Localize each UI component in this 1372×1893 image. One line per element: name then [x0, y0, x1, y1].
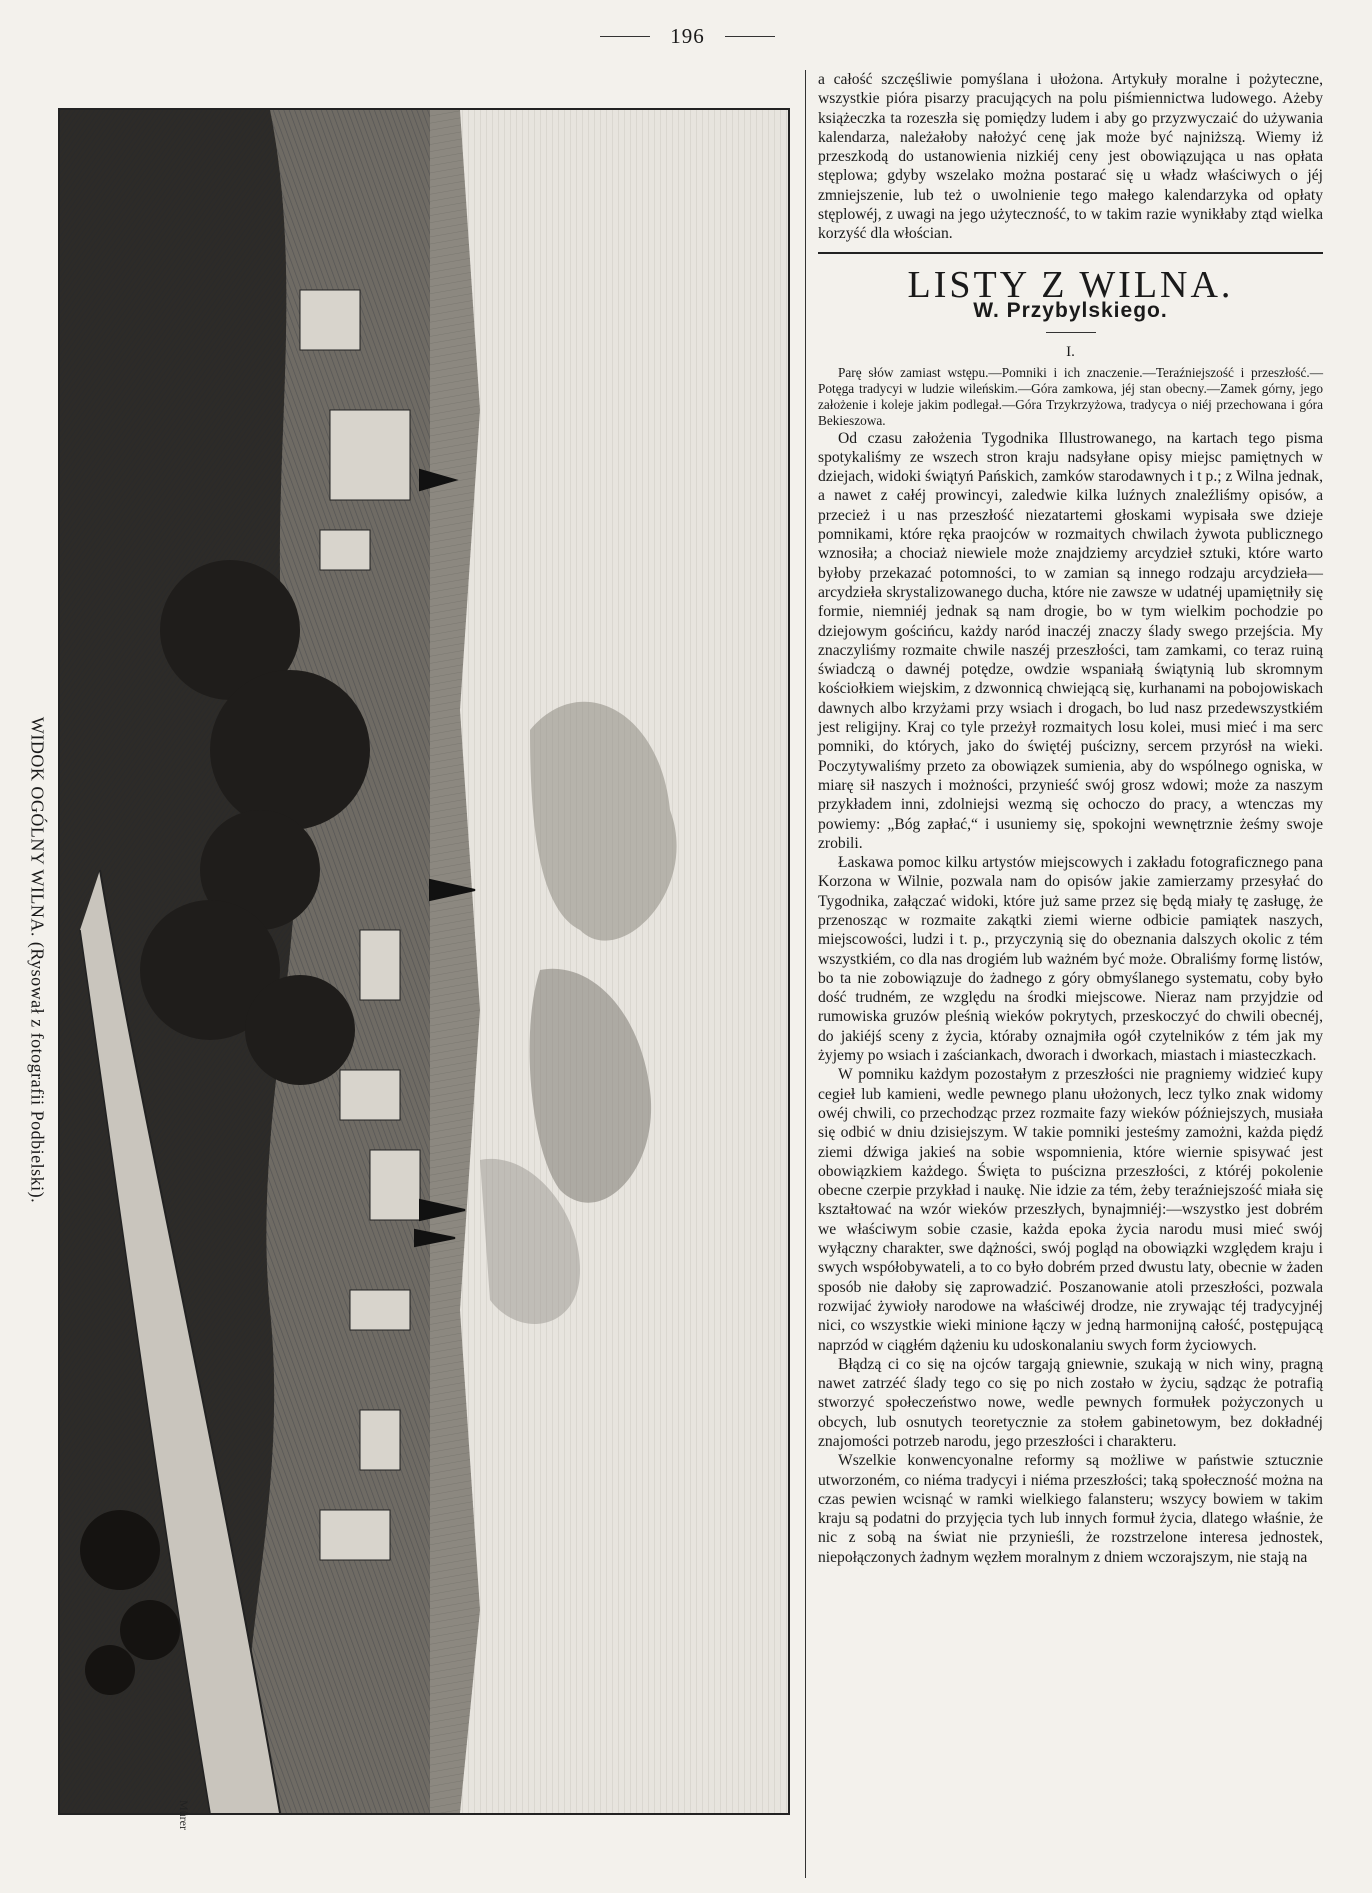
- body-paragraph: Łaskawa pomoc kilku artystów miejscowych i zakładu fotograficznego pana Korzona w Wilnie, pozwala nam do opisów jakie zamierzamy przesyłać do Tygodnika, załączać widoki, które już same przez się będą miały tę zasługę, że przenosząc w rozmaite zakątki ziemi wierne odbicie pamiątek naszych, miejscowości, ludzi i t. p., przyczynią się do obeznania dalszych okolic z tém wszystkiém, co dla nas drogiém lub ważném być może. Obraliśmy formę listów, bo ta nie zobowiązuje do żadnego z góry obmyślanego systematu, coby było dość trudném, ze względu na środki miejscowe. Nieraz nam przyjdzie od rumowiska gruzów pleśnią wieków pokrytych, przeskoczyć do chwili obecnéj, do jakiéjś sceny z życia, któraby oznajmiła ogół czytelników z tém jak my żyjemy po wsiach i zaściankach, dworach i dworkach, miastach i miasteczkach.: [818, 854, 1323, 1065]
- body-paragraph: W pomniku każdym pozostałym z przeszłości nie pragniemy widzieć kupy cegieł lub kamieni, wedle pewnego planu ułożonych, lecz tylko znak widomy owéj chwili, co przechodząc przez rozmaite fazy wieków późniejszych, musiała się odbić w dniu dzisiejszym. W takie pomniki jesteśmy zamożni, każda piędź ziemi dźwiga jakieś na sobie wspomnienia, które wiernie spisywać jest obowiązkiem każdego. Święta to puścizna przeszłości, z któréj pokolenie obecne czerpie przykład i naukę. Nie idzie za tém, żeby teraźniejszość miała się kształtować na wzór wieków przeszłych, bynajmniéj:—wszystko jest dobrém we właściwym sobie czasie, każda epoka życia narodu musi mieć swój wyłączny charakter, swe dążności, swój pogląd na obowiązki względem kraju i swych współobywateli, a to co było dobrém przed dwustu laty, obecnie w żaden sposób nie dałoby się zaprowadzić. Poszanowanie atoli przeszłości, pozwala rozwijać żywioły narodowe na właściwéj drodze, nie zrywając téj tradycyjnéj nici, co wszystkie wieki minione łączy w jedną harmonijną całość, postępującą naprzód w ciągłém dążeniu ku udoskonalaniu swych form życiowych.: [818, 1066, 1323, 1354]
- page-number-rule-right: [725, 36, 775, 37]
- page-number: 196: [670, 23, 705, 48]
- engraving-view-of-vilnius: [60, 110, 788, 1830]
- article-author: W. Przybylskiego.: [973, 298, 1168, 322]
- page-number-rule-left: [600, 36, 650, 37]
- intro-paragraph: a całość szczęśliwie pomyślana i ułożona. Artykuły moralne i pożyteczne, wszystkie pióra pisarzy pracujących na polu piśmiennictwa ludowego. Ażeby książeczka ta rozeszła się pomiędzy ludem i aby go przyzwyczaić do używania kalendarza, należałoby nałożyć cenę jak może być najniższą. Wiemy iż przeszkodą do ustanowienia nizkiéj ceny jest obowiązująca u nas opłata stęplowa; gdyby wszelako można postarać się u władz właściwych o jéj zmniejszenie, lub też o uwolnienie tego małego kalendarzyka od opłaty stęplowéj, z uwagi na jego użyteczność, to w takim razie wynikłaby ztąd wielka korzyść dla włościan.: [818, 71, 1323, 243]
- illustration-caption-wrap: [20, 108, 54, 1811]
- body-paragraph: Wszelkie konwencyonalne reformy są możliwe w państwie sztucznie utworzoném, co niéma tradycyi i niéma przeszłości; taką społeczność można na czas pewien wcisnąć w ramki wielkiego falansteru; wszycy bowiem w takim kraju są podatni do przyjęcia tych lub innych formuł życia, dlatego właśnie, że nic z sobą na świat nie przynieśli, że rozstrzelone interesa jednostek, niepołączonych żadnym węzłem moralnym z dniem wczorajszym, nie stają na: [818, 1452, 1323, 1566]
- chapter-summary: Parę słów zamiast wstępu.—Pomniki i ich znaczenie.—Teraźniejszość i przeszłość.—Potęga tradycyi w ludzie wileńskim.—Góra zamkowa, jéj stan obecny.—Zamek górny, jego założenie i koleje jakim podlegał.—Góra Trzykrzyżowa, tradycya o niéj przechowana i góra Bekieszowa.: [818, 364, 1323, 428]
- section-divider: [818, 252, 1323, 254]
- article-title: LISTY Z WILNA.: [907, 263, 1234, 306]
- illustration-caption: WIDOK OGÓLNY WILNA. (Rysował z fotografii Podbielski).: [27, 716, 48, 1203]
- title-rule: [1046, 332, 1096, 333]
- engraver-signature: Mürer: [177, 1800, 191, 1830]
- illustration-engraving: [58, 108, 790, 1830]
- column-rule: [805, 70, 806, 1878]
- body-paragraph: Od czasu założenia Tygodnika Illustrowanego, na kartach tego pisma spotykaliśmy ze wszech stron kraju nadsyłane opisy miejsc pamiętnych w dziejach, widoki świątyń Pańskich, zamków starodawnych i t p.; z Wilna jednak, a nawet z całéj prowincyi, zaledwie kilka luźnych znaleźliśmy opisów, a przecież i u nas przeszłość niezatartemi głoskami wypisała swe dzieje pomnikami, które ręka praojców w rozmaitych chwilach żywota publicznego wznosiła; a chociaż niewiele może znajdziemy arcydzieł sztuki, które warto byłoby przekazać potomności, to w zamian są innego rodzaju arcydzieła—arcydzieła skrystalizowanego ducha, które nie zawsze w udatnéj upamiętniły się formie, niemniéj jednak są nam drogie, bo w tym wielkim pochodzie po dziejowym gościńcu, każdy naród inaczéj znaczy ślady swego przejścia. My znaczyliśmy rozmaite chwile naszéj przeszłości, tam zamkami, co teraz ruiną świadczą o dawnéj potędze, owdzie wspaniałą świątynią lub skromnym kościołkiem wiejskim, z dzwonnicą chwiejącą się, kurhanami na pobojowiskach dawnych albo krzyżami przy wsiach i drogach, bo lud nasz przedewszystkiém jest religijny. Kraj co tyle przeżył rozmaitych losu kolei, musi mieć i ma serc pomniki, do których, jako do świętéj puścizny, sercem przyrósł na wieki. Poczytywaliśmy przeto za obowiązek sumienia, aby do wspólnego ogniska, w miarę sił naszych i możności, przynieść swój grosz wdowi; może za naszym przykładem inni, zdolniejsi wezmą się ochoczo do pracy, a wtenczas my powiemy: „Bóg zapłać,“ i usuniemy się, spokojni wewnętrznie żeśmy swoje zrobili.: [818, 429, 1323, 852]
- page-number-bar: [600, 22, 775, 50]
- body-paragraph: Błądzą ci co się na ojców targają gniewnie, szukają w nich winy, pragną nawet zatrzéć ślady tego co się po nich zostało w życiu, sądząc że potrafią stworzyć społeczeństwo nowe, wedle pewnych formułek pożyczonych u obcych, lub osnutych teoretycznie za stołem gabinetowym, bez dokładnéj znajomości potrzeb narodu, jego przeszłości i charakteru.: [818, 1355, 1323, 1450]
- chapter-number: I.: [1066, 344, 1075, 361]
- text-column: [818, 70, 1323, 1870]
